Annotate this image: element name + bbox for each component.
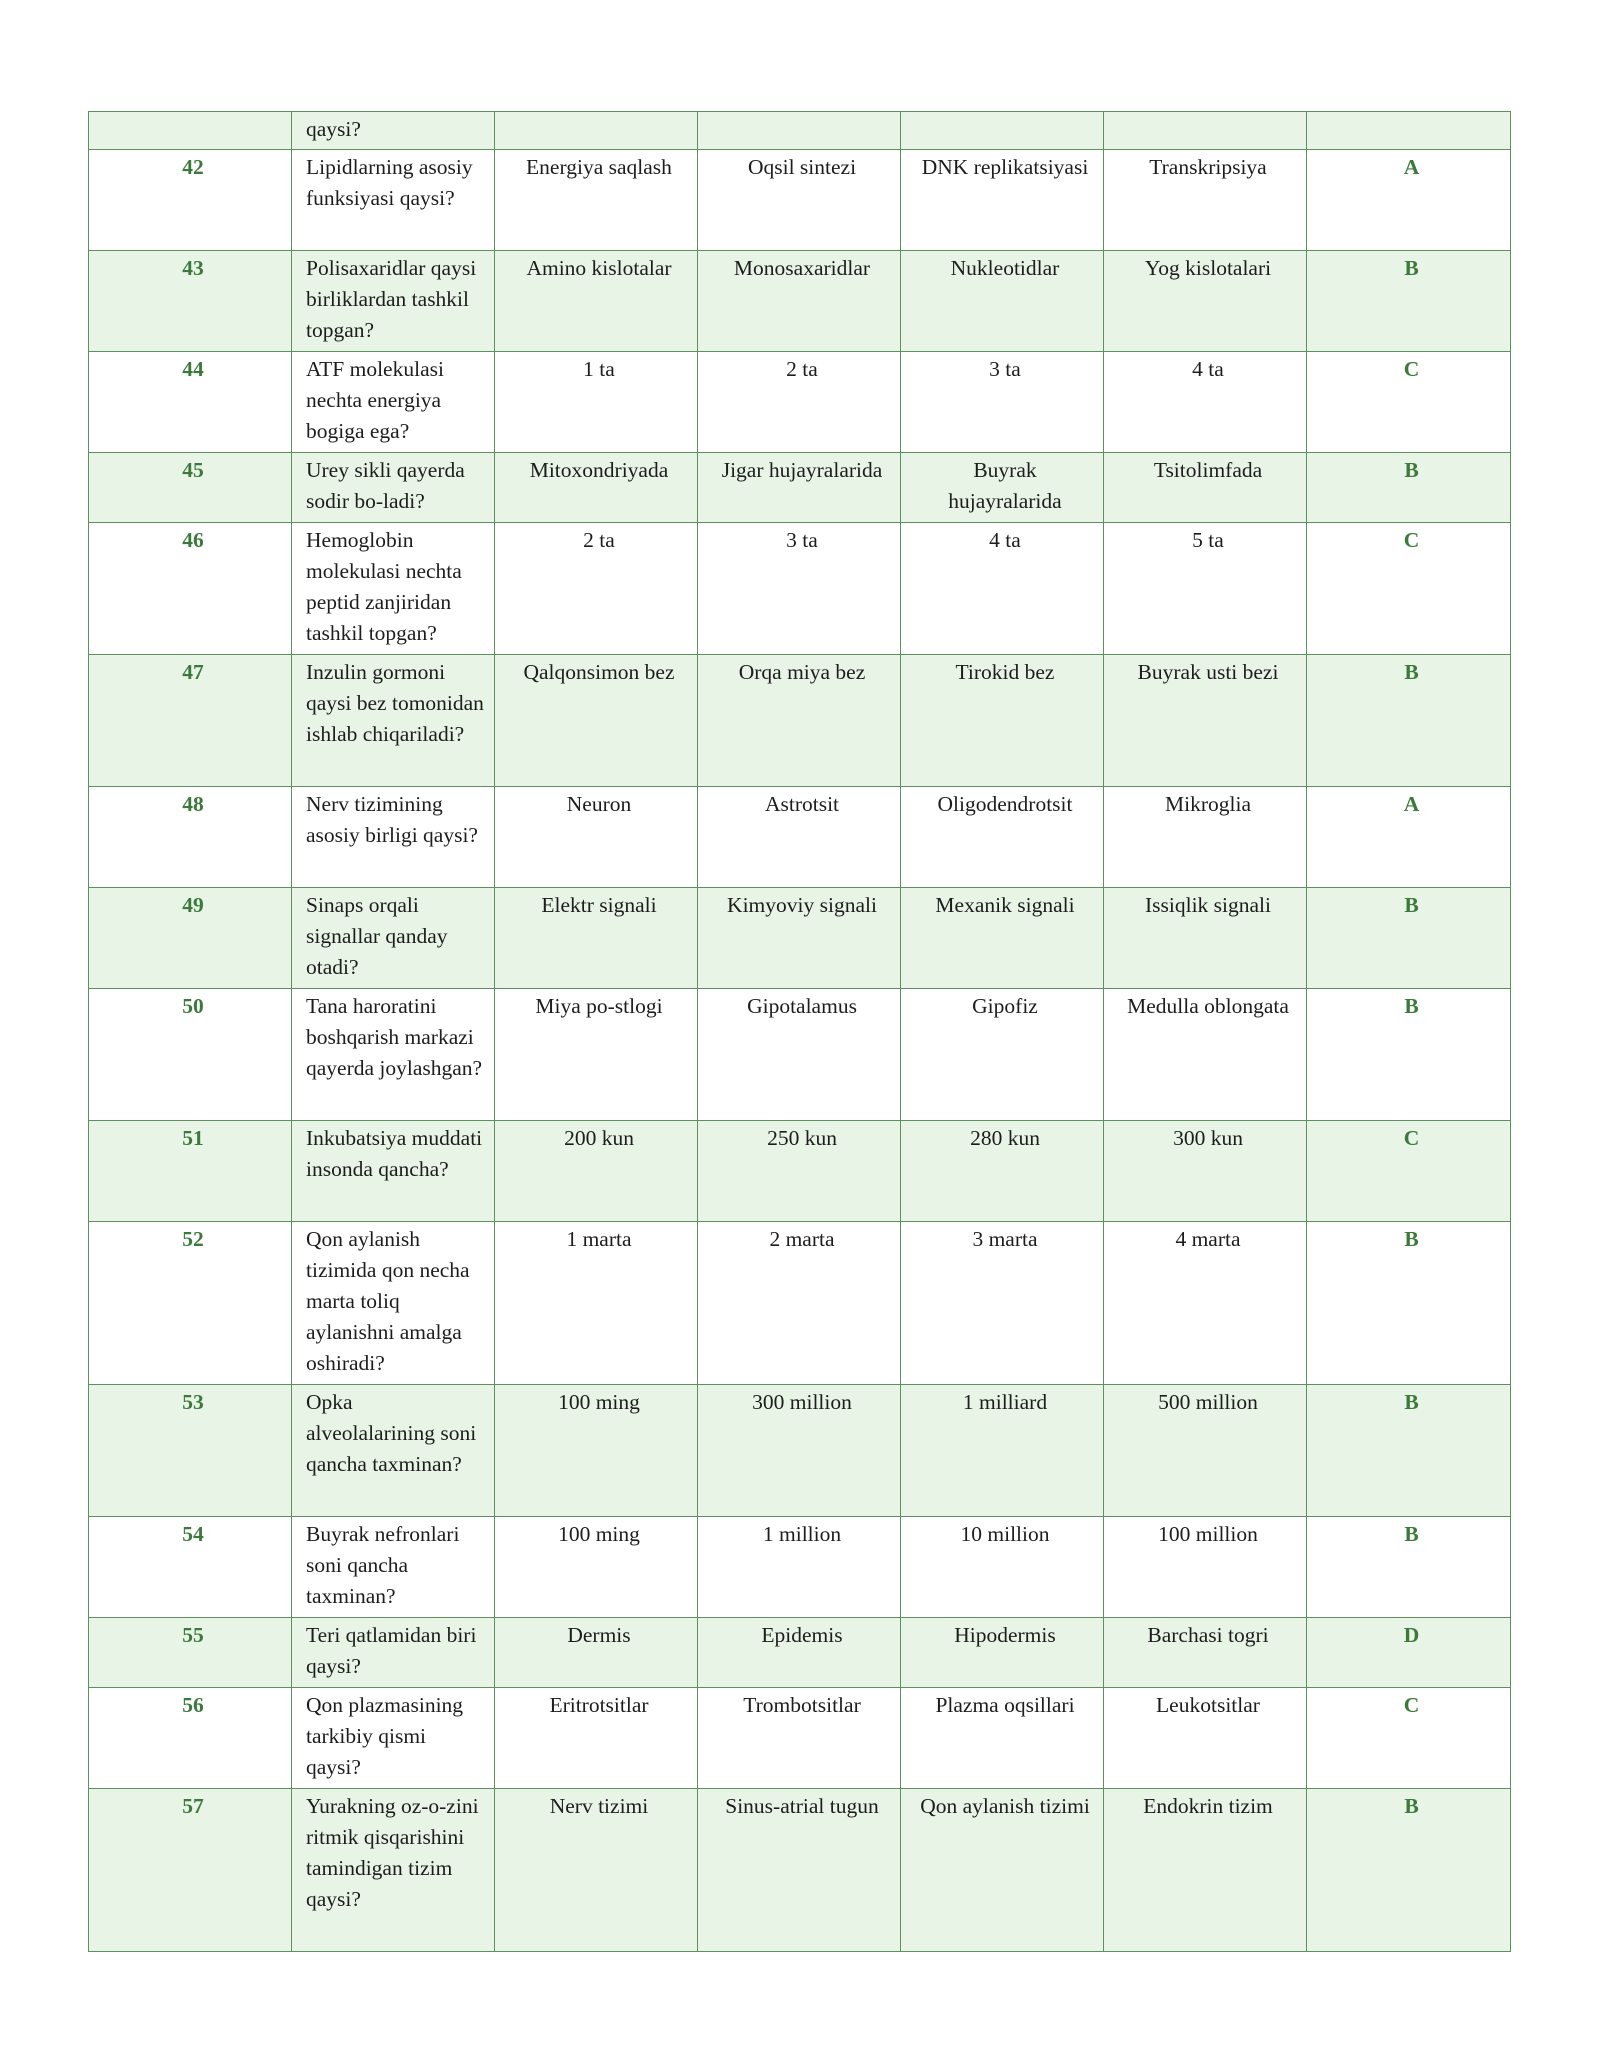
question-number: 42 (89, 150, 292, 251)
option-c: Tirokid bez (901, 655, 1104, 787)
option-b: 250 kun (698, 1121, 901, 1222)
table-row (89, 1121, 1511, 1222)
option-b: Astrotsit (698, 787, 901, 888)
option-c: Buyrak hujayralarida (901, 453, 1104, 523)
option-c: DNK replikatsiyasi (901, 150, 1104, 251)
quiz-table (88, 111, 1511, 1952)
option-b: Trombotsitlar (698, 1688, 901, 1789)
correct-answer: B (1307, 1789, 1511, 1952)
option-c: 4 ta (901, 523, 1104, 655)
question-text: ATF molekulasi nechta energiya bogiga ega? (292, 352, 495, 453)
option-b: Kimyoviy signali (698, 888, 901, 989)
option-c: 3 marta (901, 1222, 1104, 1385)
option-c: 10 million (901, 1517, 1104, 1618)
correct-answer: B (1307, 1385, 1511, 1517)
option-d: 100 million (1104, 1517, 1307, 1618)
correct-answer: B (1307, 1517, 1511, 1618)
correct-answer: C (1307, 1121, 1511, 1222)
option-a: Qalqonsimon bez (495, 655, 698, 787)
option-a: Amino kislotalar (495, 251, 698, 352)
question-number: 48 (89, 787, 292, 888)
option-b: Orqa miya bez (698, 655, 901, 787)
correct-answer: B (1307, 251, 1511, 352)
question-number: 46 (89, 523, 292, 655)
table-row (89, 888, 1511, 989)
question-text: Inzulin gormoni qaysi bez tomonidan ishlab chiqariladi? (292, 655, 495, 787)
quiz-table-body (89, 112, 1511, 1952)
question-number: 50 (89, 989, 292, 1121)
option-a: Eritrotsitlar (495, 1688, 698, 1789)
option-c (901, 112, 1104, 150)
question-text: Polisaxaridlar qaysi birliklardan tashkil topgan? (292, 251, 495, 352)
option-c: Hipodermis (901, 1618, 1104, 1688)
option-d: 5 ta (1104, 523, 1307, 655)
question-text: qaysi? (292, 112, 495, 150)
option-b: 2 marta (698, 1222, 901, 1385)
question-text: Inkubatsiya muddati insonda qancha? (292, 1121, 495, 1222)
option-a: Nerv tizimi (495, 1789, 698, 1952)
option-b: Monosaxaridlar (698, 251, 901, 352)
table-row (89, 1618, 1511, 1688)
question-text: Qon plazmasining tarkibiy qismi qaysi? (292, 1688, 495, 1789)
option-d: Transkripsiya (1104, 150, 1307, 251)
question-number: 55 (89, 1618, 292, 1688)
option-b (698, 112, 901, 150)
correct-answer: B (1307, 989, 1511, 1121)
correct-answer: D (1307, 1618, 1511, 1688)
correct-answer: C (1307, 352, 1511, 453)
correct-answer: B (1307, 453, 1511, 523)
question-text: Lipidlarning asosiy funksiyasi qaysi? (292, 150, 495, 251)
table-row (89, 787, 1511, 888)
table-row (89, 352, 1511, 453)
option-d: 4 ta (1104, 352, 1307, 453)
table-row (89, 1222, 1511, 1385)
question-number: 56 (89, 1688, 292, 1789)
table-row (89, 112, 1511, 150)
option-a: 1 ta (495, 352, 698, 453)
option-d: Endokrin tizim (1104, 1789, 1307, 1952)
option-b: 2 ta (698, 352, 901, 453)
question-text: Qon aylanish tizimida qon necha marta toliq aylanishni amalga oshiradi? (292, 1222, 495, 1385)
option-d: Medulla oblongata (1104, 989, 1307, 1121)
option-a: 2 ta (495, 523, 698, 655)
question-number: 51 (89, 1121, 292, 1222)
option-a: 100 ming (495, 1385, 698, 1517)
option-d: 500 million (1104, 1385, 1307, 1517)
option-b: 3 ta (698, 523, 901, 655)
option-c: Nukleotidlar (901, 251, 1104, 352)
option-d (1104, 112, 1307, 150)
option-b: Gipotalamus (698, 989, 901, 1121)
question-number: 52 (89, 1222, 292, 1385)
option-b: Oqsil sintezi (698, 150, 901, 251)
option-a: 1 marta (495, 1222, 698, 1385)
option-d: Tsitolimfada (1104, 453, 1307, 523)
option-d: 4 marta (1104, 1222, 1307, 1385)
question-number: 47 (89, 655, 292, 787)
option-c: Mexanik signali (901, 888, 1104, 989)
table-row (89, 989, 1511, 1121)
option-d: 300 kun (1104, 1121, 1307, 1222)
option-c: Qon aylanish tizimi (901, 1789, 1104, 1952)
correct-answer: B (1307, 1222, 1511, 1385)
question-text: Teri qatlamidan biri qaysi? (292, 1618, 495, 1688)
correct-answer: C (1307, 1688, 1511, 1789)
option-a: 200 kun (495, 1121, 698, 1222)
correct-answer: A (1307, 787, 1511, 888)
table-row (89, 150, 1511, 251)
correct-answer: B (1307, 655, 1511, 787)
option-a: Energiya saqlash (495, 150, 698, 251)
table-row (89, 1385, 1511, 1517)
option-a: 100 ming (495, 1517, 698, 1618)
option-d: Yog kislotalari (1104, 251, 1307, 352)
table-row (89, 1517, 1511, 1618)
correct-answer: C (1307, 523, 1511, 655)
option-a: Dermis (495, 1618, 698, 1688)
question-text: Opka alveolalarining soni qancha taxminan? (292, 1385, 495, 1517)
question-number: 49 (89, 888, 292, 989)
table-row (89, 1789, 1511, 1952)
option-d: Barchasi togri (1104, 1618, 1307, 1688)
option-b: Sinus-atrial tugun (698, 1789, 901, 1952)
question-number (89, 112, 292, 150)
question-text: Tana haroratini boshqarish markazi qayerda joylashgan? (292, 989, 495, 1121)
option-c: 1 milliard (901, 1385, 1104, 1517)
option-c: Oligodendrotsit (901, 787, 1104, 888)
option-c: 3 ta (901, 352, 1104, 453)
option-d: Issiqlik signali (1104, 888, 1307, 989)
question-text: Urey sikli qayerda sodir bo-ladi? (292, 453, 495, 523)
option-d: Mikroglia (1104, 787, 1307, 888)
question-number: 45 (89, 453, 292, 523)
option-c: Plazma oqsillari (901, 1688, 1104, 1789)
option-b: 300 million (698, 1385, 901, 1517)
correct-answer (1307, 112, 1511, 150)
option-b: Jigar hujayralarida (698, 453, 901, 523)
option-a: Elektr signali (495, 888, 698, 989)
question-number: 54 (89, 1517, 292, 1618)
question-number: 44 (89, 352, 292, 453)
option-b: 1 million (698, 1517, 901, 1618)
question-text: Sinaps orqali signallar qanday otadi? (292, 888, 495, 989)
correct-answer: B (1307, 888, 1511, 989)
question-number: 43 (89, 251, 292, 352)
option-d: Leukotsitlar (1104, 1688, 1307, 1789)
option-a: Mitoxondriyada (495, 453, 698, 523)
question-number: 57 (89, 1789, 292, 1952)
option-c: Gipofiz (901, 989, 1104, 1121)
question-text: Hemoglobin molekulasi nechta peptid zanjiridan tashkil topgan? (292, 523, 495, 655)
question-text: Yurakning oz-o-zini ritmik qisqarishini tamindigan tizim qaysi? (292, 1789, 495, 1952)
question-text: Buyrak nefronlari soni qancha taxminan? (292, 1517, 495, 1618)
table-row (89, 251, 1511, 352)
option-a: Neuron (495, 787, 698, 888)
option-c: 280 kun (901, 1121, 1104, 1222)
table-row (89, 655, 1511, 787)
option-a: Miya po-stlogi (495, 989, 698, 1121)
option-a (495, 112, 698, 150)
correct-answer: A (1307, 150, 1511, 251)
option-b: Epidemis (698, 1618, 901, 1688)
question-number: 53 (89, 1385, 292, 1517)
question-text: Nerv tizimining asosiy birligi qaysi? (292, 787, 495, 888)
table-row (89, 453, 1511, 523)
table-row (89, 523, 1511, 655)
option-d: Buyrak usti bezi (1104, 655, 1307, 787)
table-row (89, 1688, 1511, 1789)
